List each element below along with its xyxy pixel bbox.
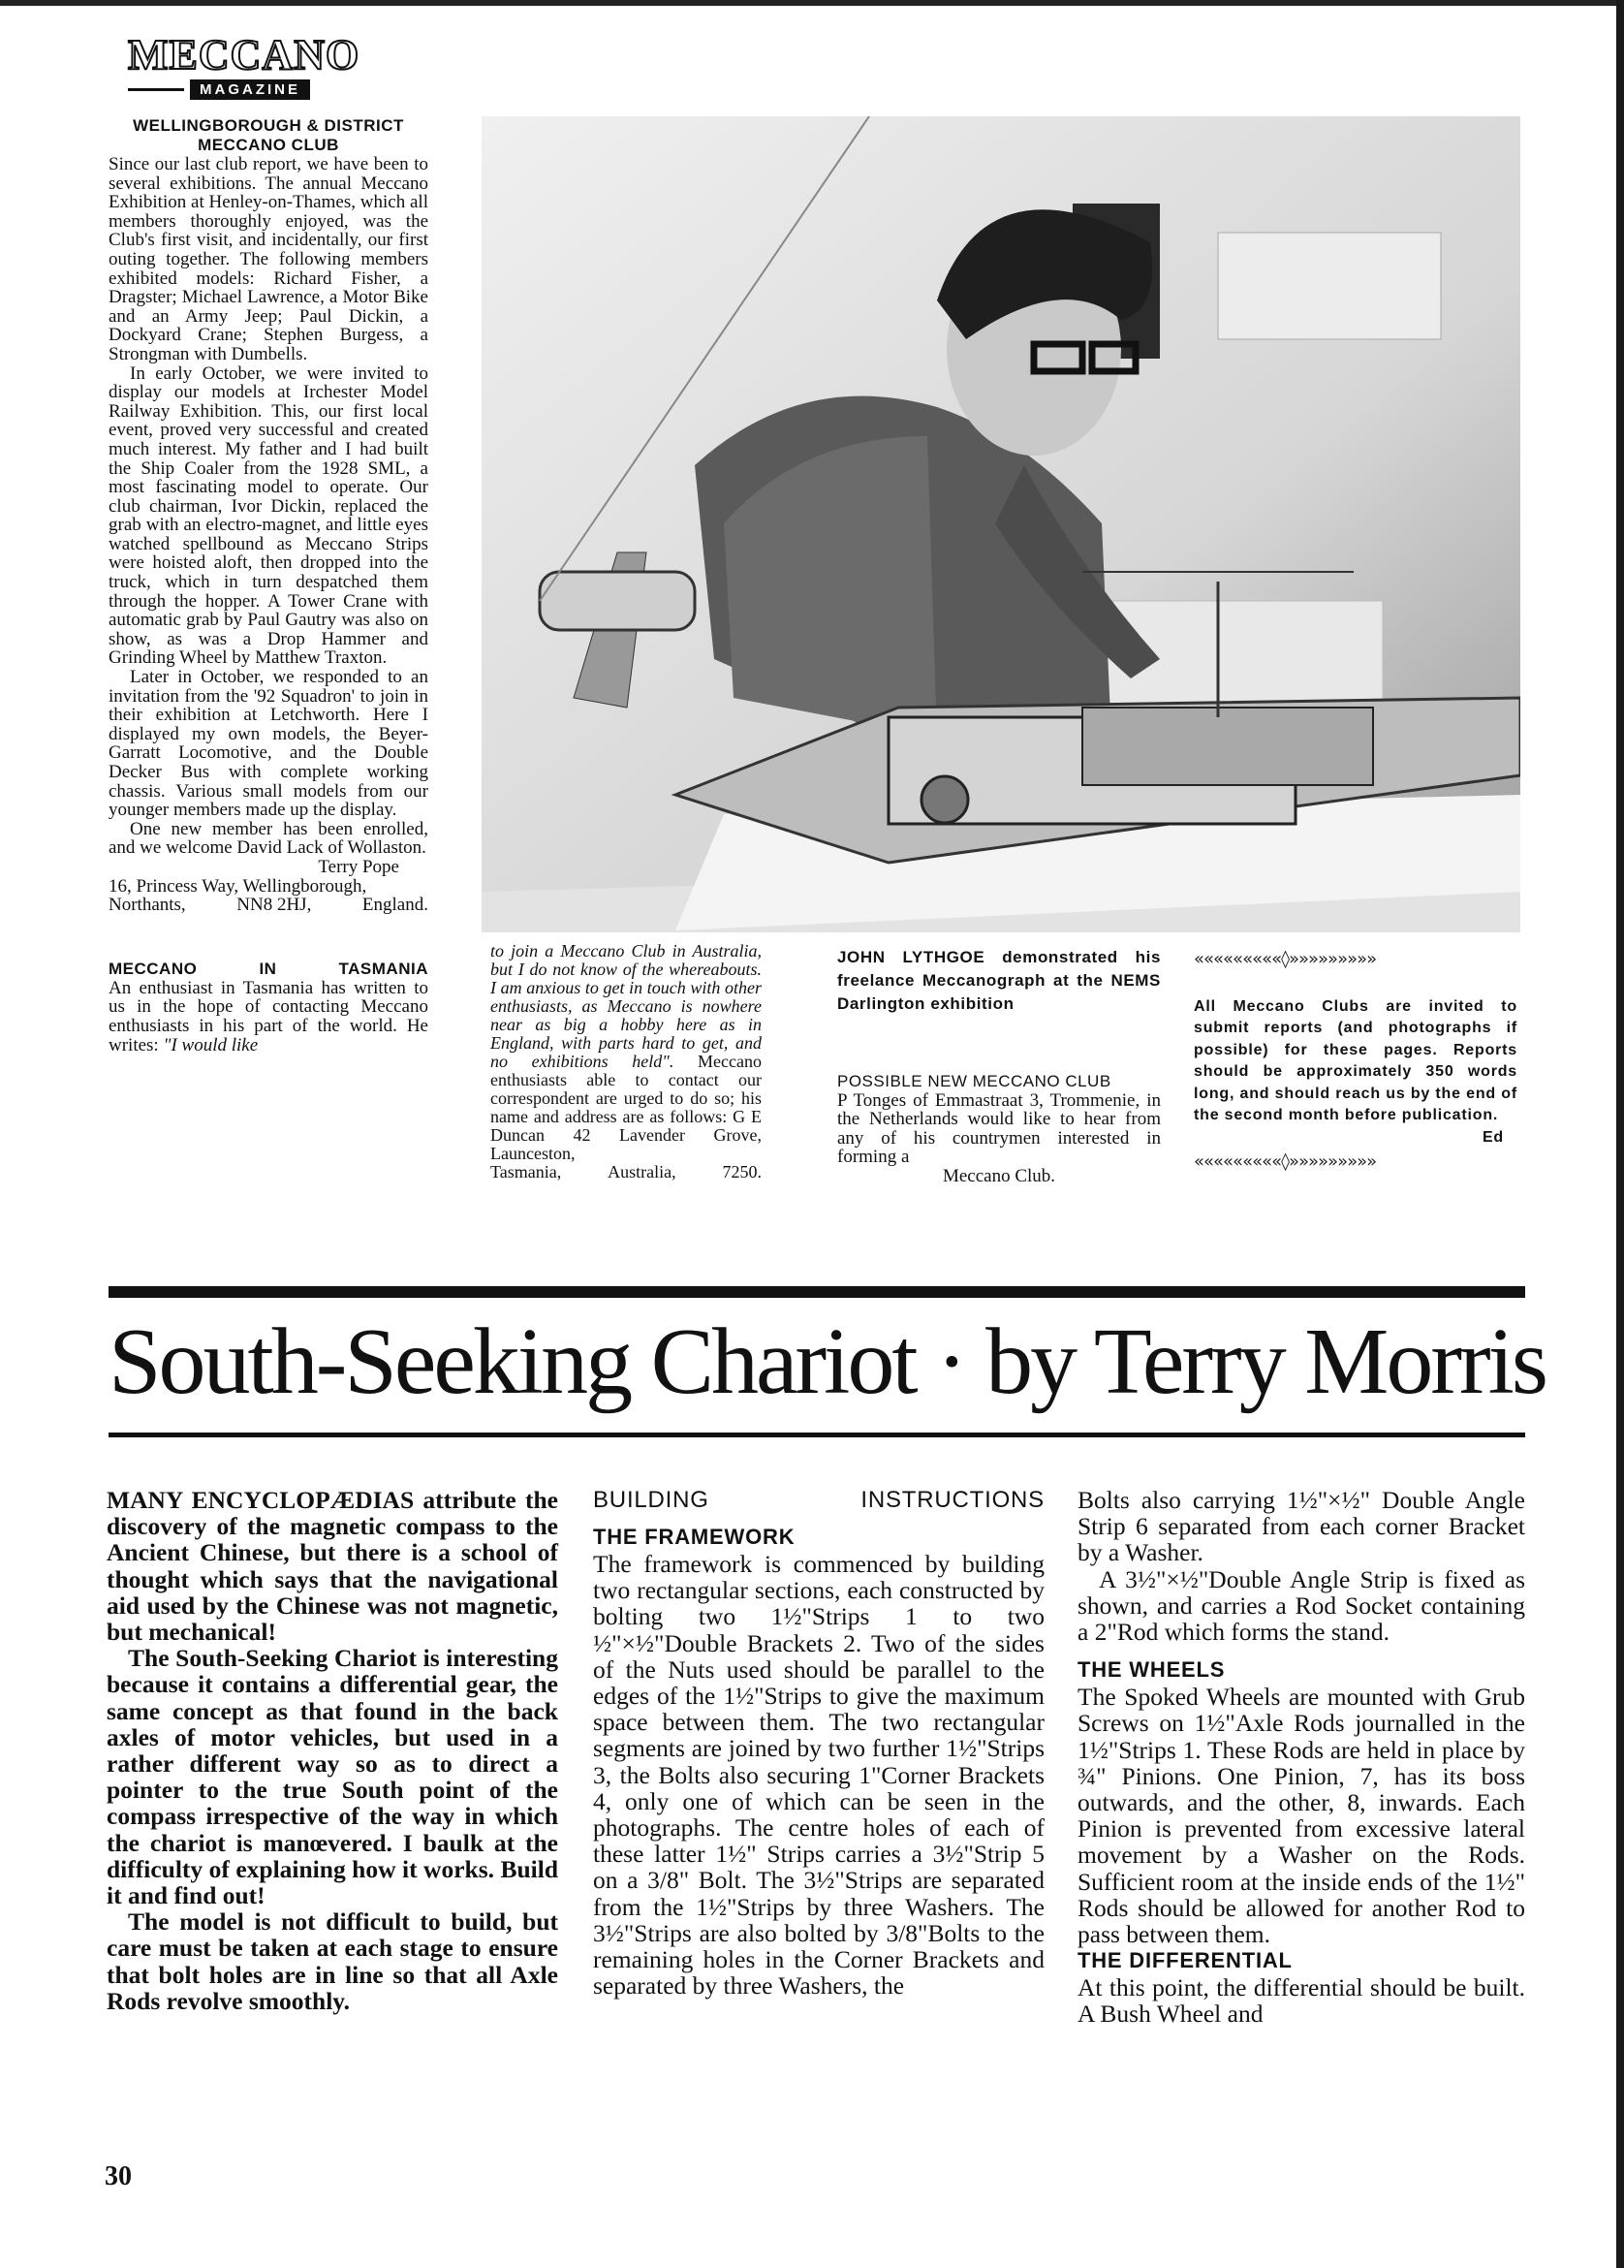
- tasmania-text: An enthusiast in Tasmania has written to us in the hope of contacting Meccano enthusiasts in his part of the world. He writes: "I would like: [109, 977, 428, 1055]
- title-rule-bottom: [109, 1433, 1525, 1437]
- framework-heading: THE FRAMEWORK: [593, 1525, 796, 1549]
- top-border: [0, 0, 1624, 6]
- signature-name: Terry Pope: [318, 856, 399, 877]
- new-club-text: P Tonges of Emmastraat 3, Trommenie, in the Netherlands would like to hear from any of his countrymen interested in forming a: [837, 1089, 1161, 1168]
- title-rule-top: [109, 1286, 1525, 1298]
- new-club-heading: POSSIBLE NEW MECCANO CLUB: [837, 1072, 1111, 1090]
- intro-paragraph: The South-Seeking Chariot is interesting because it contains a differential gear, the same concept as that found in the back axles of motor vehicles, but used in a rather different way so as to direct a pointer to the true South point of the compass irrespective of the way in which the chariot is manœvered. I baulk at the difficulty of explaining how it works. Build it and find out!: [107, 1644, 558, 1910]
- feature-intro-column: [107, 1487, 558, 2014]
- angle-strip-text: Bolts also carrying 1½"×½" Double Angle Strip 6 separated from each corner Bracket by a Washer.: [1077, 1486, 1525, 1567]
- signature-address-line2: Northants, NN8 2HJ, England.: [109, 895, 428, 916]
- framework-column: [593, 1487, 1045, 1999]
- club-report-paragraph: Later in October, we responded to an invitation from the '92 Squadron' to join in their exhibition at Letchworth. Here I displayed my own models, the Beyer-Garratt Locomotive, and the Double Decker Bus with complete working chassis. Various small models from our younger members made up the display.: [109, 667, 428, 821]
- photo-illustration: [482, 116, 1520, 932]
- photo-meccanograph-demonstration: [482, 116, 1520, 932]
- signature-address: 16, Princess Way, Wellingborough,: [109, 875, 367, 897]
- photo-caption: JOHN LYTHGOE demonstrated his freelance Meccanograph at the NEMS Darlington exhibition: [837, 948, 1162, 1013]
- feature-title: South-Seeking Chariot · by Terry Morris: [109, 1309, 1546, 1414]
- page-edge-shadow: [1616, 0, 1624, 2268]
- club-report-column: [109, 116, 428, 1055]
- ornament-divider: «««««««««◊»»»»»»»»»: [1194, 1150, 1377, 1172]
- caption-column: [837, 946, 1161, 1186]
- ornament-divider: «««««««««◊»»»»»»»»»: [1194, 949, 1377, 969]
- notice-column: [1194, 950, 1517, 1171]
- stand-text: A 3½"×½"Double Angle Strip is fixed as shown, and carries a Rod Socket containing a 2"Rod which forms the stand.: [1077, 1564, 1525, 1647]
- wheels-column: [1077, 1487, 1525, 2028]
- tasmania-continuation: to join a Meccano Club in Australia, but I do not know of the whereabouts. I am anxious to get in touch with other enthusiasts, as Meccano is nowhere near as big a hobby here as in England, with parts hard to get, and no exhibitions held". Meccano enthusiasts able to contact our correspondent are urged to do so; his name and address are as follows: G E Duncan 42 Lavender Grove, Launceston, Tasmania, Australia, 7250.: [490, 941, 762, 1181]
- masthead-rule: [128, 88, 184, 91]
- wheels-text: The Spoked Wheels are mounted with Grub Screws on 1½"Axle Rods journalled in the 1½"Strips 1. These Rods are held in place by ¾" Pinions. One Pinion, 7, has its boss outwards, and the other, 8, inwards. Each Pinion is prevented from excessive lateral movement by a Washer on the Rods. Sufficient room at the inside ends of the 1½" Rods should be allowed for another Rod to pass between them.: [1077, 1683, 1525, 1949]
- building-instructions-heading: BUILDING INSTRUCTIONS: [593, 1487, 1045, 1513]
- masthead-subtitle: MAGAZINE: [190, 79, 310, 100]
- masthead-logo: [128, 31, 360, 128]
- differential-text: At this point, the differential should be built. A Bush Wheel and: [1077, 1973, 1525, 2029]
- wheels-heading: THE WHEELS: [1077, 1657, 1226, 1683]
- differential-heading: THE DIFFERENTIAL: [1077, 1948, 1293, 1973]
- club-report-heading: WELLINGBOROUGH & DISTRICT MECCANO CLUB: [133, 116, 404, 154]
- new-club-last-line: Meccano Club.: [942, 1165, 1056, 1186]
- intro-paragraph: The model is not difficult to build, but care must be taken at each stage to ensure that bolt holes are in line so that all Axle Rods revolve smoothly.: [107, 1907, 558, 2015]
- tasmania-heading: MECCANO IN TASMANIA: [109, 959, 428, 978]
- club-report-paragraph: In early October, we were invited to display our models at Irchester Model Railway Exhibition. This, our first local event, proved very successful and created much interest. My father and I had built the Ship Coaler from the 1928 SML, a most fascinating model to operate. Our club chairman, Ivor Dickin, replaced the grab with an electro-magnet, and little eyes watched spellbound as Meccano Strips were hoisted aloft, then dropped into the truck, which in turn despatched them through the hopper. A Tower Crane with automatic grab by Paul Gautry was also on show, as was a Drop Hammer and Grinding Wheel by Matthew Traxton.: [109, 362, 428, 669]
- intro-paragraph: MANY ENCYCLOPÆDIAS attribute the discovery of the magnetic compass to the Ancient Chinese, but there is a school of thought which says that the navigational aid used by the Chinese was not magnetic, but mechanical!: [107, 1486, 558, 1647]
- club-report-paragraph: One new member has been enrolled, and we welcome David Lack of Wollaston.: [109, 818, 428, 859]
- framework-text: The framework is commenced by building two rectangular sections, each constructed by bolting two 1½"Strips 1 to two ½"×½"Double Brackets 2. Two of the sides of the Nuts used should be parallel to the edges of the 1½"Strips to give the maximum space between them. The two rectangular segments are joined by two further 1½"Strips 3, the Bolts also securing 1"Corner Brackets 4, only one of which can be seen in the photographs. The centre holes of each of these latter 1½" Strips carries a 3½"Strip 5 on a 3/8" Bolt. The 3½"Strips are separated from the 1½"Strips by three Washers. The 3½"Strips are also bolted by 3/8"Bolts to the remaining holes in the Corner Brackets and separated by three Washers, the: [593, 1550, 1045, 2000]
- masthead-title: MECCANO: [128, 31, 360, 79]
- page-number: 30: [105, 2161, 132, 2191]
- notice-text: All Meccano Clubs are invited to submit reports (and photographs if possible) for these pages. Reports should be approximately 350 words long, and should reach us by the end of the second month before publication. Ed: [1194, 997, 1517, 1146]
- club-report-paragraph: Since our last club report, we have been to several exhibitions. The annual Meccano Exhibition at Henley-on-Thames, which all members thoroughly enjoyed, was the Club's first visit, and incidentally, our first outing together. The following members exhibited models: Richard Fisher, a Dragster; Michael Lawrence, a Motor Bike and an Army Jeep; Paul Dickin, a Dockyard Crane; Stephen Burgess, a Strongman with Dumbells.: [109, 154, 428, 364]
